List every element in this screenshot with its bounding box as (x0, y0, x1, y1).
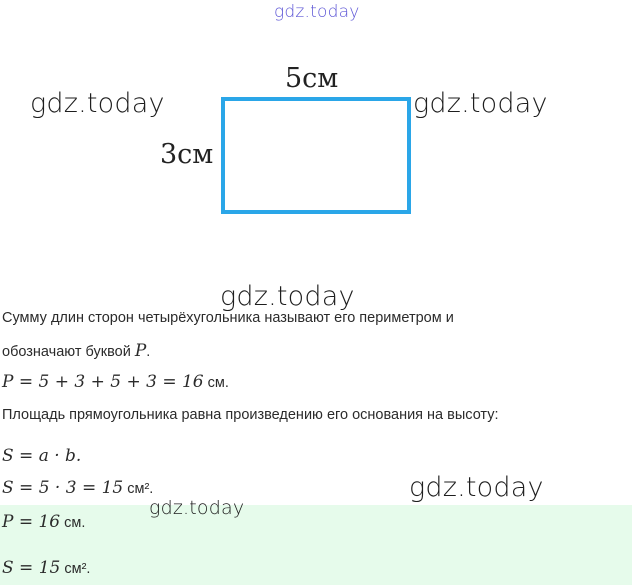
perimeter-formula: P = 5 + 3 + 5 + 3 = 16 (2, 372, 204, 392)
area-calculation-formula: S = 5 · 3 = 15 (2, 478, 124, 498)
left-side-label: 3см (160, 139, 214, 170)
rectangle-figure (221, 97, 411, 214)
area-calculation (2, 478, 153, 498)
area-rule: Площадь прямоугольника равна произведению его основания на высоту: (2, 407, 499, 423)
area-calculation-unit: см². (123, 481, 154, 497)
perimeter-variable: P (134, 341, 147, 361)
watermark-right: gdz.today (413, 88, 548, 119)
area-formula (2, 446, 81, 466)
answer-area-formula: S = 15 (2, 558, 61, 578)
perimeter-unit: см. (203, 375, 229, 391)
definition-line-1: Сумму длин сторон четырёхугольника называют его периметром и (2, 310, 454, 326)
perimeter-calculation (2, 372, 229, 392)
answer-area (2, 558, 90, 578)
definition-line-2 (2, 341, 150, 361)
answer-perimeter (2, 512, 85, 532)
watermark-left: gdz.today (30, 88, 165, 119)
watermark-top: gdz.today (274, 2, 360, 22)
definition-line-2-text: обозначают буквой (2, 344, 135, 360)
answer-perimeter-formula: P = 16 (2, 512, 61, 532)
top-side-label: 5см (285, 63, 339, 94)
watermark-lower-right: gdz.today (409, 472, 544, 503)
watermark-answer: gdz.today (149, 497, 245, 519)
answer-box (0, 505, 632, 585)
definition-line-2-end: . (146, 344, 151, 360)
answer-area-unit: см². (60, 561, 91, 577)
answer-perimeter-unit: см. (60, 515, 86, 531)
area-formula-text: S = a · b. (2, 446, 82, 466)
watermark-middle: gdz.today (220, 281, 355, 312)
